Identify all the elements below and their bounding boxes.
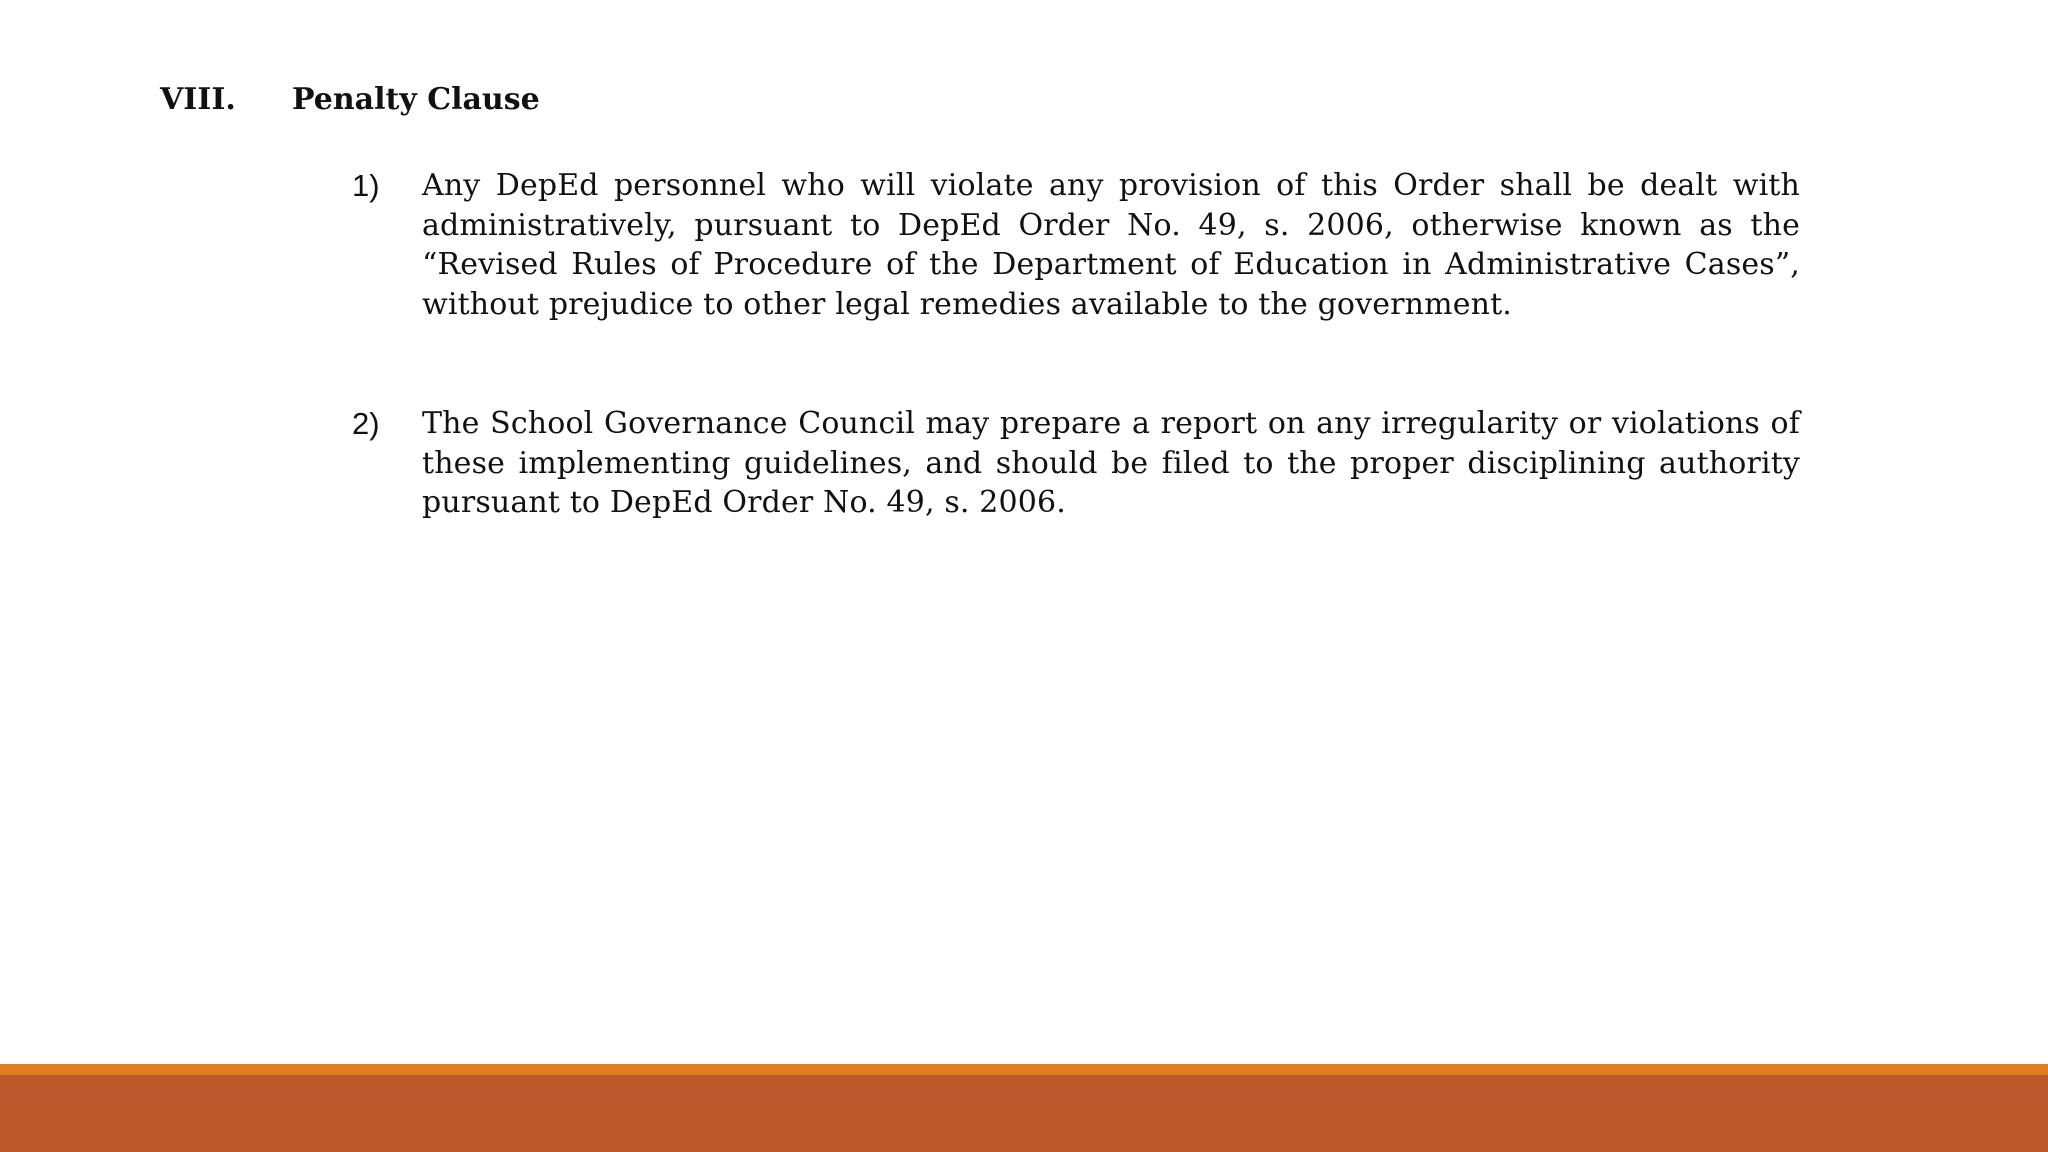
list-item [352,404,1800,523]
list-item [352,166,1800,324]
section-heading [160,82,540,117]
footer-accent-bar [0,1064,2048,1075]
footer-bar [0,1075,2048,1152]
list-item-text: The School Governance Council may prepare a report on any irregularity or violations of these implementing guidelines, and should be filed to the proper disciplining authority pursuant to DepEd Order No. 49, s. 2006. [422,406,1800,520]
section-number: VIII. [160,82,236,117]
list-item-text: Any DepEd personnel who will violate any provision of this Order shall be dealt with administratively, pursuant to DepEd Order No. 49, s. 2006, otherwise known as the “Revised Rules of Procedure of the Department of Education in Administrative Cases”, without prejudice to other legal remedies available to the government. [422,168,1800,322]
list-item-marker: 1) [352,168,380,203]
section-title: Penalty Clause [292,82,540,117]
list-item-marker: 2) [352,406,380,441]
